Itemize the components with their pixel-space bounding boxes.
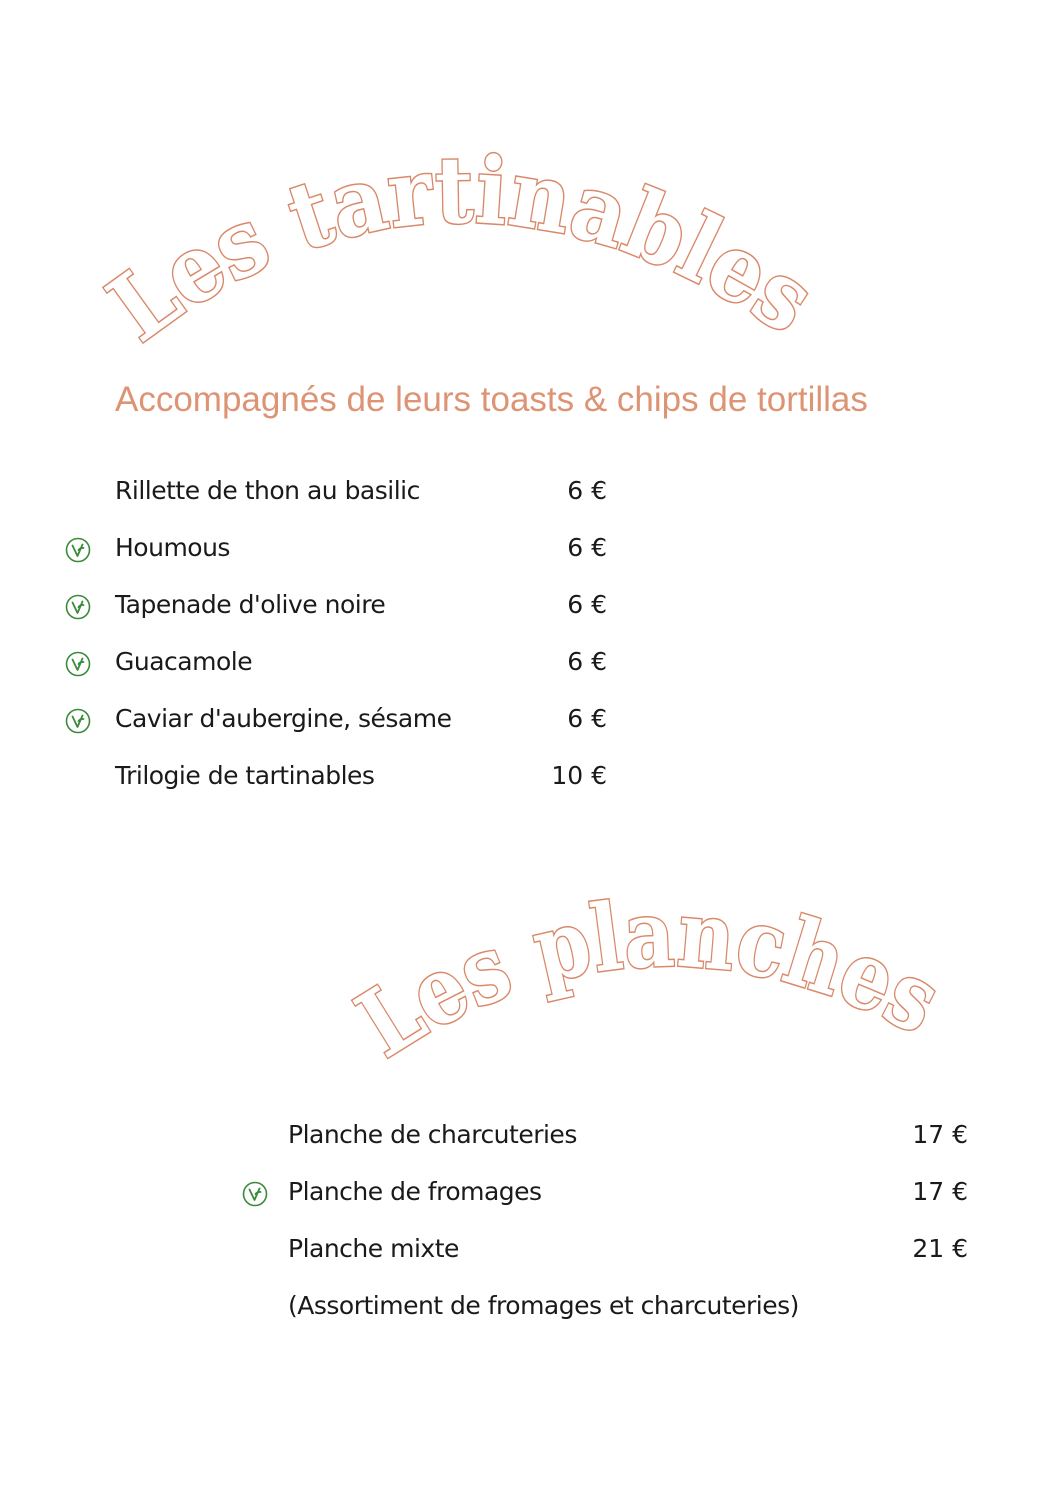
menu-item-price: 6 €	[567, 704, 607, 733]
menu-item-price: 6 €	[567, 590, 607, 619]
menu-item-name: Planche mixte	[288, 1234, 459, 1263]
menu-item	[115, 525, 615, 582]
menu-item	[288, 1169, 978, 1226]
vegetarian-v-icon	[242, 1181, 268, 1207]
planches-menu	[288, 1112, 978, 1340]
menu-item	[115, 639, 615, 696]
menu-item-name: Planche de fromages	[288, 1177, 542, 1206]
menu-item	[288, 1112, 978, 1169]
tartinables-title-text: Les tartinables	[89, 135, 838, 363]
menu-item-name: Houmous	[115, 533, 230, 562]
menu-item-price: 21 €	[912, 1234, 968, 1263]
vegetarian-v-icon	[65, 708, 91, 734]
menu-item-name: Tapenade d'olive noire	[115, 590, 386, 619]
tartinables-subtitle: Accompagnés de leurs toasts & chips de tortillas	[115, 380, 868, 419]
planches-title	[0, 820, 1059, 1100]
menu-item-name: (Assortiment de fromages et charcuteries)	[288, 1291, 799, 1320]
menu-item-name: Caviar d'aubergine, sésame	[115, 704, 452, 733]
menu-item-price: 6 €	[567, 647, 607, 676]
vegetarian-v-icon	[65, 651, 91, 677]
vegetarian-v-icon	[65, 594, 91, 620]
vegetarian-v-icon	[65, 537, 91, 563]
menu-item-price: 10 €	[551, 761, 607, 790]
menu-item	[115, 696, 615, 753]
svg-text:Les tartinables	[89, 135, 838, 363]
menu-item	[288, 1226, 978, 1283]
tartinables-menu	[115, 468, 615, 810]
menu-item-price: 6 €	[567, 476, 607, 505]
menu-item-name: Planche de charcuteries	[288, 1120, 577, 1149]
menu-item-price: 17 €	[912, 1120, 968, 1149]
menu-item	[115, 582, 615, 639]
tartinables-title	[0, 0, 1059, 400]
menu-item	[115, 753, 615, 810]
menu-item-price: 17 €	[912, 1177, 968, 1206]
planches-title-text: Les planches	[339, 879, 964, 1079]
menu-item-name: Trilogie de tartinables	[115, 761, 375, 790]
menu-item	[115, 468, 615, 525]
svg-text:Les planches	[339, 879, 964, 1079]
menu-item-name: Guacamole	[115, 647, 253, 676]
menu-item-price: 6 €	[567, 533, 607, 562]
menu-item-name: Rillette de thon au basilic	[115, 476, 420, 505]
menu-item	[288, 1283, 978, 1340]
